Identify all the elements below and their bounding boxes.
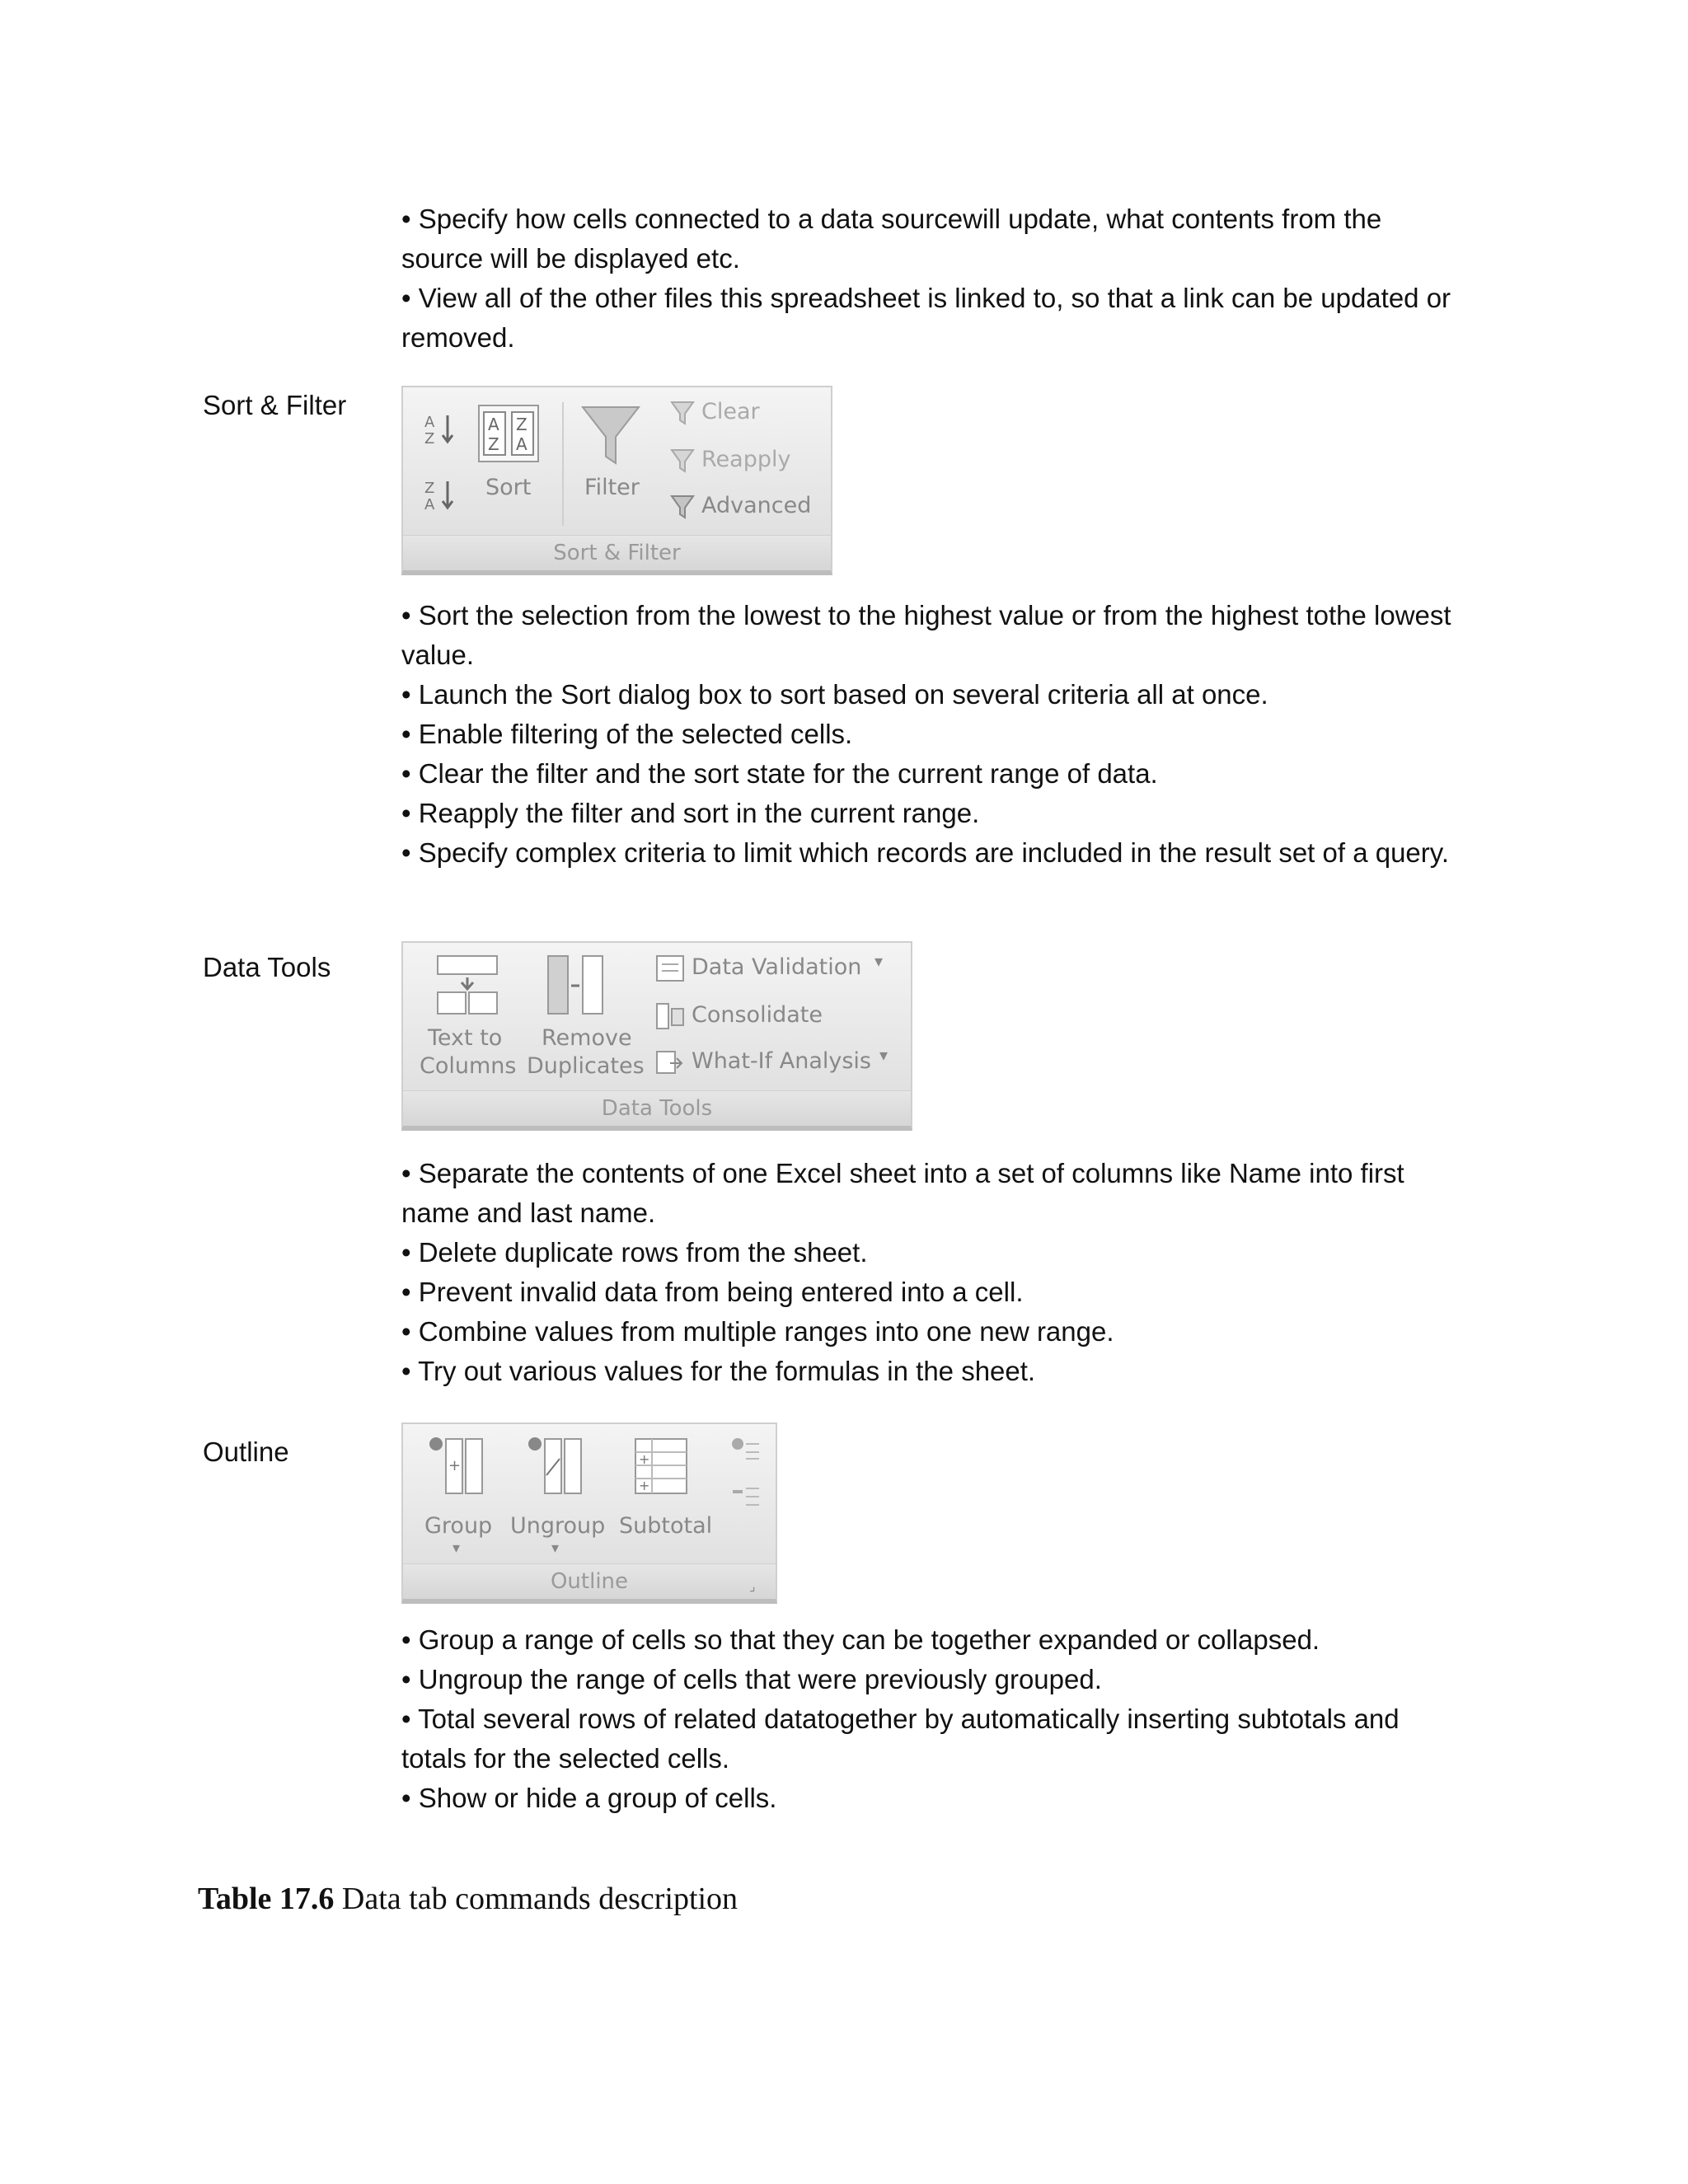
svg-text:Z: Z	[424, 480, 435, 497]
remove-duplicates-icon[interactable]	[542, 953, 607, 1019]
reapply-icon[interactable]	[668, 447, 696, 475]
advanced-filter-icon[interactable]	[668, 493, 696, 521]
text-to-columns-icon[interactable]	[434, 953, 500, 1019]
show-detail-icon[interactable]	[729, 1436, 762, 1464]
consolidate-icon[interactable]	[655, 1002, 685, 1030]
group-button[interactable]: Group	[424, 1513, 493, 1539]
what-if-analysis-button[interactable]: What-If Analysis	[692, 1048, 871, 1074]
bullet-item: • Show or hide a group of cells.	[401, 1783, 777, 1813]
clear-filter-icon[interactable]	[668, 399, 696, 427]
bullet-item: • Try out various values for the formulas in the sheet.	[401, 1356, 1036, 1386]
data-validation-button[interactable]: Data Validation	[692, 954, 862, 980]
hide-detail-icon[interactable]	[729, 1483, 762, 1511]
svg-text:Z: Z	[424, 430, 435, 447]
bullet-item: • Clear the filter and the sort state for the current range of data.	[401, 758, 1158, 789]
filter-icon[interactable]	[578, 402, 644, 468]
filter-button[interactable]: Filter	[584, 475, 640, 500]
svg-text:A: A	[424, 496, 435, 513]
advanced-button[interactable]: Advanced	[701, 493, 812, 518]
chevron-down-icon[interactable]: ▾	[452, 1540, 461, 1557]
svg-text:A: A	[488, 415, 499, 434]
sort-filter-group-title: Sort & Filter	[403, 535, 831, 570]
chevron-down-icon[interactable]: ▾	[879, 1045, 889, 1065]
bullet-item: • Ungroup the range of cells that were previously grouped.	[401, 1664, 1102, 1694]
consolidate-button[interactable]: Consolidate	[692, 1002, 823, 1028]
bullet-item: • Launch the Sort dialog box to sort based on several criteria all at once.	[401, 679, 1268, 710]
table-number: Table 17.6	[198, 1882, 335, 1916]
bullet-item: • Specify how cells connected to a data sourcewill update, what contents from the source will be displayed etc.	[401, 204, 1382, 274]
sort-ascending-icon[interactable]	[423, 410, 459, 447]
svg-text:+: +	[639, 1478, 650, 1493]
divider	[562, 402, 564, 526]
bullet-item: • View all of the other files this spreadsheet is linked to, so that a link can be updated or removed.	[401, 283, 1451, 353]
data-tools-ribbon-group	[401, 941, 912, 1131]
data-tools-group-title: Data Tools	[403, 1090, 911, 1126]
sort-filter-bullets	[401, 596, 1456, 873]
sort-descending-icon[interactable]	[423, 476, 459, 513]
outline-group-title: Outline	[403, 1563, 776, 1599]
outline-label: Outline	[203, 1436, 289, 1467]
subtotal-icon[interactable]	[632, 1434, 690, 1500]
svg-text:Z: Z	[488, 434, 499, 454]
bullet-item: • Sort the selection from the lowest to the highest value or from the highest tothe lowest value.	[401, 600, 1451, 670]
remove-duplicates-label-2[interactable]: Duplicates	[527, 1053, 645, 1079]
outline-bullets	[401, 1620, 1456, 1818]
svg-text:+: +	[639, 1451, 650, 1467]
bullet-item: • Delete duplicate rows from the sheet.	[401, 1237, 868, 1268]
sort-icon[interactable]	[477, 404, 540, 463]
chevron-down-icon[interactable]: ▾	[874, 951, 884, 971]
svg-text:A: A	[516, 434, 528, 454]
table-title: Data tab commands description	[334, 1882, 738, 1916]
bullet-item: • Prevent invalid data from being entered into a cell.	[401, 1277, 1024, 1307]
text-to-columns-label-1[interactable]: Text to	[428, 1025, 503, 1051]
reapply-button[interactable]: Reapply	[701, 447, 791, 472]
bullet-item: • Combine values from multiple ranges into one new range.	[401, 1316, 1114, 1347]
bullet-item: • Enable filtering of the selected cells.	[401, 719, 853, 749]
bullet-item: • Separate the contents of one Excel sheet into a set of columns like Name into first name and last name.	[401, 1158, 1404, 1228]
data-tools-bullets	[401, 1154, 1456, 1391]
bullet-item: • Reapply the filter and sort in the current range.	[401, 798, 980, 828]
subtotal-button[interactable]: Subtotal	[619, 1513, 713, 1539]
bullet-item: • Group a range of cells so that they can be together expanded or collapsed.	[401, 1624, 1320, 1655]
ungroup-icon[interactable]	[527, 1434, 584, 1500]
svg-text:A: A	[424, 414, 435, 431]
remove-duplicates-label-1[interactable]: Remove	[542, 1025, 632, 1051]
what-if-analysis-icon[interactable]	[655, 1048, 685, 1076]
table-caption	[198, 1881, 738, 1917]
chevron-down-icon[interactable]: ▾	[551, 1540, 560, 1557]
sort-filter-label: Sort & Filter	[203, 390, 347, 420]
data-validation-icon[interactable]	[655, 954, 685, 982]
bullet-item: • Specify complex criteria to limit which records are included in the result set of a query.	[401, 837, 1449, 868]
data-tools-label: Data Tools	[203, 952, 331, 982]
text-to-columns-label-2[interactable]: Columns	[420, 1053, 517, 1079]
svg-text:Z: Z	[516, 415, 528, 434]
sort-filter-ribbon-group	[401, 386, 832, 575]
ungroup-button[interactable]: Ungroup	[510, 1513, 606, 1539]
group-icon[interactable]	[428, 1434, 485, 1500]
clear-button[interactable]: Clear	[701, 399, 760, 424]
sort-button[interactable]: Sort	[485, 475, 532, 500]
intro-bullets	[401, 199, 1456, 358]
outline-ribbon-group	[401, 1422, 777, 1604]
dialog-launcher-icon[interactable]: ⌟	[749, 1578, 756, 1594]
bullet-item: • Total several rows of related datatogether by automatically inserting subtotals and totals for the selected cells.	[401, 1704, 1400, 1774]
svg-text:+: +	[448, 1457, 462, 1474]
